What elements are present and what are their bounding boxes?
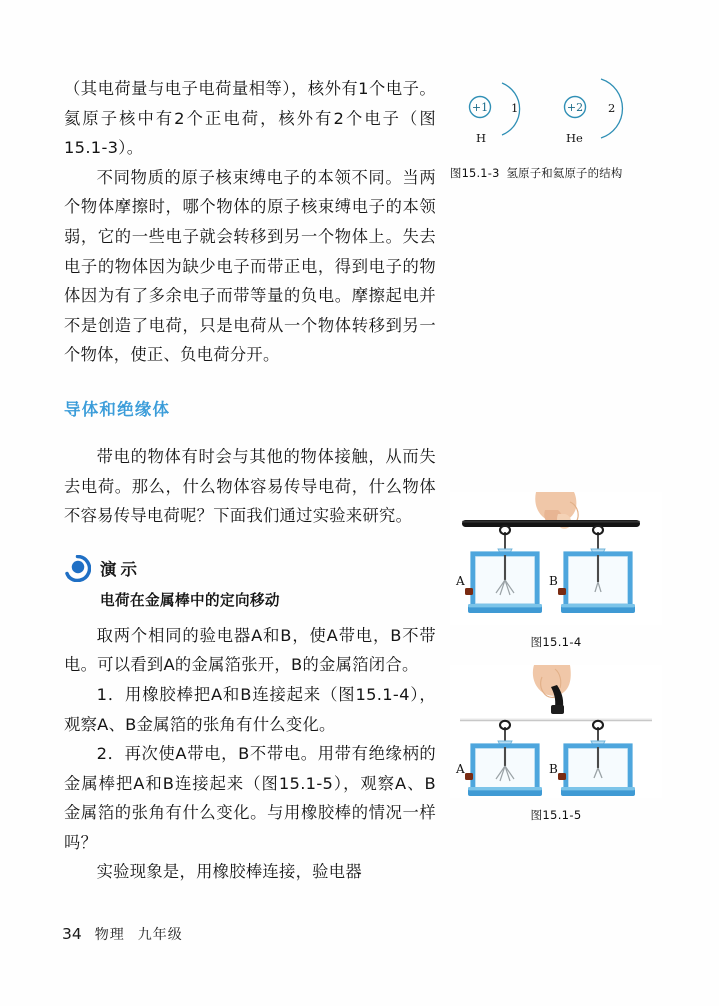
subject-name: 物理 bbox=[94, 927, 125, 943]
paragraph-friction-charging: 不同物质的原子核束缚电子的本领不同。当两个物体摩擦时，哪个物体的原子核束缚电子的本领弱，它的一些电子就会转移到另一个物体上。失去电子的物体因为缺少电子而带正电，得到电子的物体因为有了多余电子而带等量的负电。摩擦起电并不是创造了电荷，只是电荷从一个物体转移到另一个物体，使正、负电荷分开。 bbox=[64, 167, 436, 365]
hydrogen-symbol: H bbox=[476, 131, 487, 145]
paragraph-step-2: 2．再次使A带电，B不带电。用带有绝缘柄的金属棒把A和B连接起来（图15.1-5），观察A、B金属箔的张角有什么变化。与用橡胶棒的情况一样吗？ bbox=[64, 744, 436, 852]
section-heading-conductors: 导体和绝缘体 bbox=[64, 399, 171, 419]
demo-heading bbox=[64, 555, 436, 582]
helium-nucleus-charge: +2 bbox=[566, 101, 584, 114]
electroscope-b-label: B bbox=[549, 762, 558, 776]
demo-label: 演示 bbox=[100, 560, 141, 580]
electroscope-a-label: A bbox=[456, 762, 465, 776]
rubber-rod-icon bbox=[462, 520, 640, 527]
hydrogen-nucleus-charge: +1 bbox=[471, 101, 489, 114]
demo-subtitle: 电荷在金属棒中的定向移动 bbox=[100, 591, 280, 609]
grade-name: 九年级 bbox=[137, 927, 183, 943]
photo-rubber-rod bbox=[450, 492, 662, 625]
figure-caption-rubber-rod: 图15.1-4 bbox=[530, 635, 582, 649]
paragraph-setup: 取两个相同的验电器A和B，使A带电，B不带电。可以看到A的金属箔张开，B的金属箔闭合。 bbox=[64, 625, 436, 675]
demo-swirl-icon bbox=[64, 555, 91, 582]
page-number: 34 bbox=[62, 925, 82, 943]
paragraph-atom-structure: （其电荷量与电子电荷量相等），核外有1个电子。氦原子核中有2个正电荷，核外有2个电子（图15.1-3）。 bbox=[64, 79, 436, 158]
electroscope-a-label: A bbox=[456, 574, 465, 588]
atom-structure-diagram bbox=[456, 74, 656, 152]
photo-metal-rod-image bbox=[450, 665, 662, 798]
paragraph-step-1: 1．用橡胶棒把A和B连接起来（图15.1-4），观察A、B金属箔的张角有什么变化。 bbox=[64, 684, 436, 734]
main-text-column bbox=[64, 74, 436, 887]
helium-electron-count: 2 bbox=[608, 101, 616, 115]
figure-number-atom: 图15.1-3 bbox=[450, 166, 500, 180]
hydrogen-electron-count: 1 bbox=[511, 101, 519, 115]
photo-metal-rod bbox=[450, 665, 662, 798]
photo-rubber-rod-image bbox=[450, 492, 662, 625]
electroscope-b-label: B bbox=[549, 574, 558, 588]
page-footer bbox=[62, 924, 183, 944]
helium-symbol: He bbox=[566, 131, 583, 145]
figure-caption-metal-rod: 图15.1-5 bbox=[530, 808, 582, 822]
paragraph-conductor-intro: 带电的物体有时会与其他的物体接触，从而失去电荷。那么，什么物体容易传导电荷，什么物体不容易传导电荷呢？下面我们通过实验来研究。 bbox=[64, 446, 436, 526]
figures-column bbox=[450, 74, 662, 823]
figure-caption-atom bbox=[450, 166, 662, 181]
paragraph-result: 实验现象是，用橡胶棒连接，验电器 bbox=[96, 862, 362, 882]
figure-caption-text-atom: 氢原子和氦原子的结构 bbox=[506, 166, 623, 180]
